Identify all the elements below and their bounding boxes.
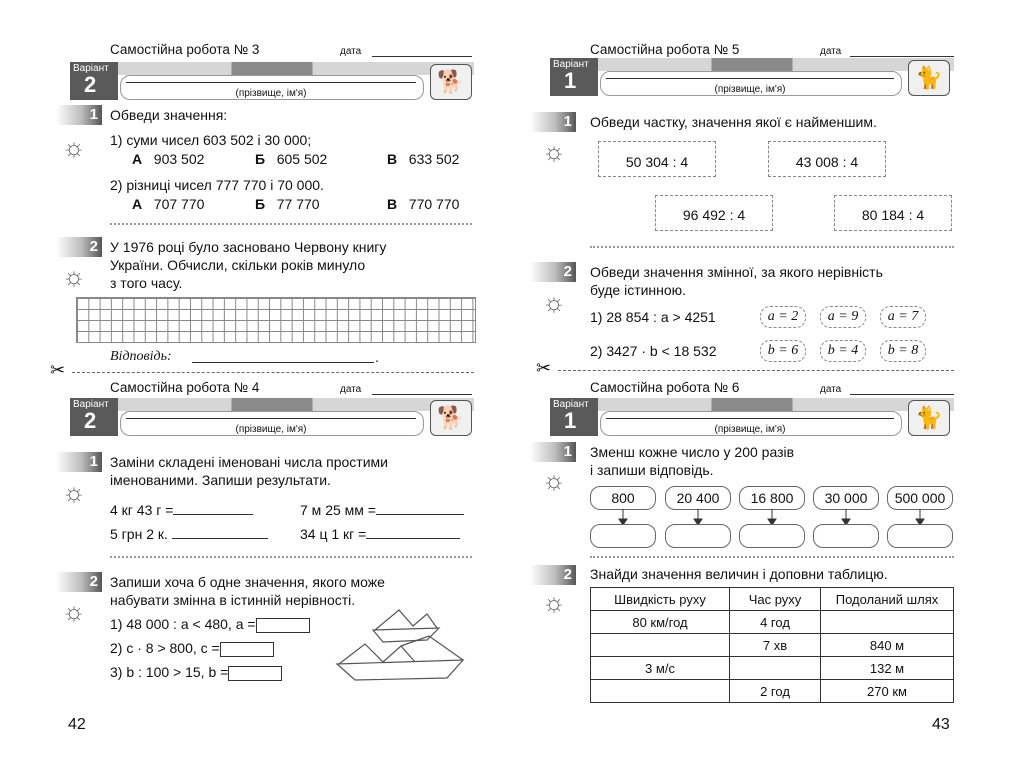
scissors-icon: ✂ xyxy=(50,360,66,380)
page-number: 42 xyxy=(68,716,86,733)
source-number: 30 000 xyxy=(813,486,879,510)
task-question: Обведи значення: xyxy=(110,107,228,123)
value-option[interactable]: b = 4 xyxy=(820,340,866,362)
table-header: Швидкість руху xyxy=(591,588,730,611)
table-cell: 80 км/год xyxy=(591,611,730,634)
variant-badge: Варіант 2 xyxy=(70,62,118,100)
task-text: Заміни складені іменовані числа простими xyxy=(110,454,388,470)
option-c[interactable]: В 633 502 xyxy=(387,151,460,167)
task-text: набувати змінна в істинній нерівності. xyxy=(110,592,356,608)
table-header: Подоланий шлях xyxy=(821,588,954,611)
table-cell: 840 м xyxy=(821,634,954,657)
name-caption: (прізвище, ім'я) xyxy=(714,84,786,95)
source-number: 16 800 xyxy=(739,486,805,510)
name-caption: (прізвище, ім'я) xyxy=(714,424,786,435)
work-6-title: Самостійна робота № 6 xyxy=(590,380,740,395)
variant-badge: Варіант 1 xyxy=(550,398,598,436)
answer-line[interactable] xyxy=(192,362,374,363)
table-cell[interactable] xyxy=(821,611,954,634)
task-number: 1 xyxy=(530,112,576,132)
inequality-text: 1) 28 854 : a > 4251 xyxy=(590,309,716,325)
conversion-item: 5 грн 2 к. xyxy=(110,524,268,543)
task-text: У 1976 році було засновано Червону книгу xyxy=(110,239,387,255)
name-caption: (прізвище, ім'я) xyxy=(235,88,307,99)
value-option[interactable]: a = 7 xyxy=(880,306,926,328)
table-row xyxy=(591,611,954,634)
dog-icon: 🐕 xyxy=(430,400,472,436)
inequality-item: 1) 48 000 : a < 480, a = xyxy=(110,615,310,633)
date-field[interactable] xyxy=(850,393,954,395)
answer-box[interactable] xyxy=(887,524,953,548)
task-number: 1 xyxy=(56,452,102,472)
value-option[interactable]: a = 9 xyxy=(820,306,866,328)
table-header-row xyxy=(591,588,954,611)
answer-label: Відповідь: xyxy=(110,349,172,364)
table-cell: 2 год xyxy=(730,680,821,703)
task-part: 2) різниці чисел 777 770 і 70 000. xyxy=(110,177,324,193)
task-number: 2 xyxy=(56,572,102,592)
table-cell: 4 год xyxy=(730,611,821,634)
name-caption: (прізвище, ім'я) xyxy=(235,424,307,435)
conversion-item: 34 ц 1 кг = xyxy=(300,524,460,543)
task-text: України. Обчисли, скільки років минуло xyxy=(110,257,366,273)
table-cell: 7 хв xyxy=(730,634,821,657)
conversion-item: 7 м 25 мм = xyxy=(300,500,464,519)
table-row xyxy=(591,680,954,703)
cut-line xyxy=(72,371,474,373)
cat-icon: 🐈 xyxy=(908,60,950,96)
task-text: з того часу. xyxy=(110,275,183,291)
task-number: 2 xyxy=(530,565,576,585)
task-text: і запиши відповідь. xyxy=(590,462,714,478)
cat-icon: 🐈 xyxy=(908,400,950,436)
date-label: дата xyxy=(820,46,842,57)
variant-badge: Варіант 2 xyxy=(70,398,118,436)
table-cell: 132 м xyxy=(821,657,954,680)
work-5-title: Самостійна робота № 5 xyxy=(590,42,740,57)
date-label: дата xyxy=(820,384,842,395)
quotient-card[interactable]: 50 304 : 4 xyxy=(598,141,716,177)
answer-grid[interactable] xyxy=(76,297,476,343)
task-number: 2 xyxy=(56,237,102,257)
source-number: 800 xyxy=(590,486,656,510)
sun-icon: ☼ xyxy=(62,261,86,291)
answer-box[interactable] xyxy=(665,524,731,548)
sun-icon: ☼ xyxy=(62,596,86,626)
task-question: Обведи частку, значення якої є найменшим. xyxy=(590,114,877,130)
option-a[interactable]: А 903 502 xyxy=(132,151,205,167)
task-text: Запиши хоча б одне значення, якого може xyxy=(110,574,385,590)
arrows xyxy=(590,509,952,525)
table-cell: 270 км xyxy=(821,680,954,703)
table-cell[interactable] xyxy=(591,680,730,703)
speed-table xyxy=(590,587,954,703)
task-number: 1 xyxy=(56,105,102,125)
task-text: буде істинною. xyxy=(590,282,687,298)
conversion-item: 4 кг 43 г = xyxy=(110,500,253,519)
dog-icon: 🐕 xyxy=(430,64,472,100)
sun-icon: ☼ xyxy=(542,136,566,166)
value-option[interactable]: b = 8 xyxy=(880,340,926,362)
task-number: 2 xyxy=(530,262,576,282)
sun-icon: ☼ xyxy=(542,287,566,317)
divider xyxy=(590,245,954,248)
date-label: дата xyxy=(340,46,362,57)
table-cell[interactable] xyxy=(591,634,730,657)
task-part: 1) суми чисел 603 502 і 30 000; xyxy=(110,132,312,148)
source-number: 500 000 xyxy=(887,486,953,510)
source-number: 20 400 xyxy=(665,486,731,510)
task-text: Зменш кожне число у 200 разів xyxy=(590,444,795,460)
date-field[interactable] xyxy=(850,55,954,57)
answer-box[interactable] xyxy=(813,524,879,548)
answer-box[interactable] xyxy=(590,524,656,548)
value-option[interactable]: a = 2 xyxy=(760,306,806,328)
inequality-text: 2) 3427 · b < 18 532 xyxy=(590,343,717,359)
quotient-card[interactable]: 43 008 : 4 xyxy=(768,141,886,177)
task-number: 1 xyxy=(530,442,576,462)
inequality-item: 3) b : 100 > 15, b = xyxy=(110,663,282,681)
task-question: Знайди значення величин і доповни таблицю. xyxy=(590,566,888,582)
sun-icon: ☼ xyxy=(542,465,566,495)
table-cell: 3 м/с xyxy=(591,657,730,680)
table-cell[interactable] xyxy=(730,657,821,680)
cut-line xyxy=(558,369,954,371)
option-b[interactable]: Б 77 770 xyxy=(255,196,320,212)
scissors-icon: ✂ xyxy=(536,358,552,378)
divider xyxy=(590,555,954,558)
quotient-card[interactable]: 80 184 : 4 xyxy=(834,195,952,231)
sun-icon: ☼ xyxy=(62,132,86,162)
variant-band xyxy=(70,62,474,100)
variant-band xyxy=(70,398,474,436)
variant-band xyxy=(550,58,954,96)
divider xyxy=(110,555,472,558)
table-header: Час руху xyxy=(730,588,821,611)
paper-boats-illustration xyxy=(335,608,470,688)
page-number: 43 xyxy=(932,716,950,733)
value-option[interactable]: b = 6 xyxy=(760,340,806,362)
inequality-item: 2) c · 8 > 800, c = xyxy=(110,639,274,657)
answer-box[interactable] xyxy=(739,524,805,548)
variant-band xyxy=(550,398,954,436)
work-3-title: Самостійна робота № 3 xyxy=(110,42,260,57)
option-c[interactable]: В 770 770 xyxy=(387,196,460,212)
quotient-card[interactable]: 96 492 : 4 xyxy=(655,195,773,231)
task-text: Обведи значення змінної, за якого нерівність xyxy=(590,264,883,280)
option-a[interactable]: А 707 770 xyxy=(132,196,205,212)
date-label: дата xyxy=(340,384,362,395)
sun-icon: ☼ xyxy=(62,477,86,507)
date-field[interactable] xyxy=(372,393,472,395)
task-text: іменованими. Запиши результати. xyxy=(110,472,331,488)
divider xyxy=(110,222,472,225)
variant-badge: Варіант 1 xyxy=(550,58,598,96)
work-4-title: Самостійна робота № 4 xyxy=(110,380,260,395)
sun-icon: ☼ xyxy=(542,587,566,617)
table-row xyxy=(591,634,954,657)
table-row xyxy=(591,657,954,680)
date-field[interactable] xyxy=(372,55,472,57)
option-b[interactable]: Б 605 502 xyxy=(255,151,328,167)
